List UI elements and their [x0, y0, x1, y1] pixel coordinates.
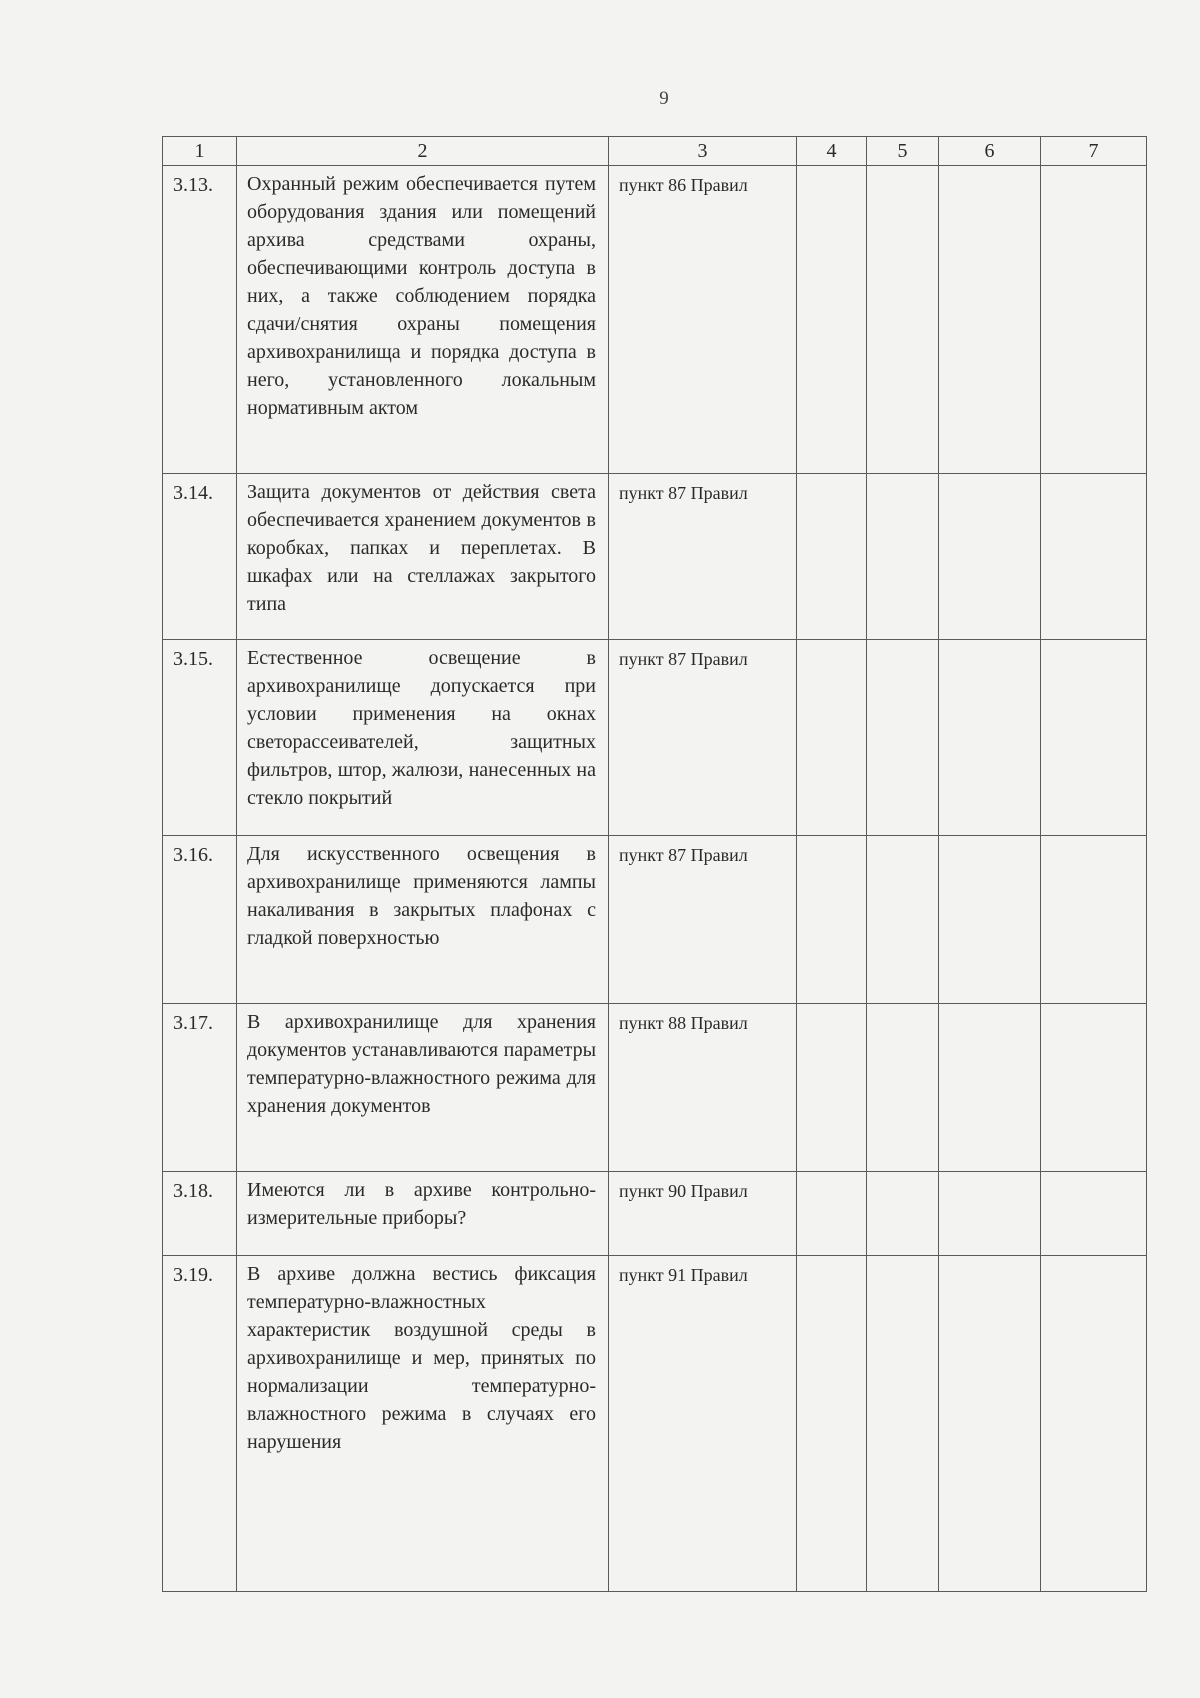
regulation-reference: пункт 87 Правил: [609, 640, 797, 836]
column-header-3: 3: [609, 137, 797, 166]
regulation-reference: пункт 88 Правил: [609, 1004, 797, 1172]
column-header-4: 4: [797, 137, 867, 166]
regulation-reference: пункт 87 Правил: [609, 474, 797, 640]
empty-cell: [797, 166, 867, 474]
column-header-5: 5: [867, 137, 939, 166]
table-row: [163, 1256, 1147, 1592]
table-row: [163, 1004, 1147, 1172]
empty-cell: [867, 1172, 939, 1256]
page-number: 9: [659, 88, 669, 109]
empty-cell: [1041, 640, 1147, 836]
empty-cell: [867, 474, 939, 640]
table-row: [163, 640, 1147, 836]
empty-cell: [867, 1004, 939, 1172]
empty-cell: [797, 1256, 867, 1592]
empty-cell: [867, 836, 939, 1004]
empty-cell: [939, 474, 1041, 640]
row-number: 3.18.: [163, 1172, 237, 1256]
column-header-6: 6: [939, 137, 1041, 166]
row-number: 3.16.: [163, 836, 237, 1004]
checklist-table: [162, 136, 1147, 1592]
empty-cell: [939, 836, 1041, 1004]
row-number: 3.15.: [163, 640, 237, 836]
column-header-1: 1: [163, 137, 237, 166]
empty-cell: [1041, 1256, 1147, 1592]
empty-cell: [797, 1004, 867, 1172]
regulation-reference: пункт 86 Правил: [609, 166, 797, 474]
empty-cell: [867, 640, 939, 836]
column-header-2: 2: [237, 137, 609, 166]
requirement-text: Имеются ли в архиве контрольно-измерительные приборы?: [237, 1172, 609, 1256]
requirement-text: Охранный режим обеспечивается путем оборудования здания или помещений архива средствами охраны, обеспечивающими контроль доступа в них, а также соблюдением порядка сдачи/снятия охраны помещения архивохранилища и порядка доступа в него, установленного локальным нормативным актом: [237, 166, 609, 474]
row-number: 3.17.: [163, 1004, 237, 1172]
table-row: [163, 474, 1147, 640]
regulation-reference: пункт 91 Правил: [609, 1256, 797, 1592]
empty-cell: [797, 474, 867, 640]
requirement-text: Для искусственного освещения в архивохранилище применяются лампы накаливания в закрытых плафонах с гладкой поверхностью: [237, 836, 609, 1004]
empty-cell: [797, 1172, 867, 1256]
requirement-text: В архивохранилище для хранения документов устанавливаются параметры температурно-влажностного режима для хранения документов: [237, 1004, 609, 1172]
empty-cell: [1041, 836, 1147, 1004]
empty-cell: [1041, 1172, 1147, 1256]
table-row: [163, 166, 1147, 474]
empty-cell: [939, 1172, 1041, 1256]
requirement-text: Естественное освещение в архивохранилище допускается при условии применения на окнах светорассеивателей, защитных фильтров, штор, жалюзи, нанесенных на стекло покрытий: [237, 640, 609, 836]
empty-cell: [939, 640, 1041, 836]
empty-cell: [1041, 474, 1147, 640]
empty-cell: [867, 166, 939, 474]
row-number: 3.19.: [163, 1256, 237, 1592]
table-header-row: [163, 137, 1147, 166]
empty-cell: [939, 166, 1041, 474]
empty-cell: [1041, 1004, 1147, 1172]
empty-cell: [797, 836, 867, 1004]
empty-cell: [939, 1004, 1041, 1172]
column-header-7: 7: [1041, 137, 1147, 166]
row-number: 3.14.: [163, 474, 237, 640]
table-row: [163, 1172, 1147, 1256]
row-number: 3.13.: [163, 166, 237, 474]
requirement-text: В архиве должна вестись фиксация температурно-влажностных характеристик воздушной среды в архивохранилище и мер, принятых по нормализации температурно-влажностного режима в случаях его нарушения: [237, 1256, 609, 1592]
regulation-reference: пункт 87 Правил: [609, 836, 797, 1004]
empty-cell: [939, 1256, 1041, 1592]
regulation-reference: пункт 90 Правил: [609, 1172, 797, 1256]
empty-cell: [797, 640, 867, 836]
table-row: [163, 836, 1147, 1004]
empty-cell: [867, 1256, 939, 1592]
requirement-text: Защита документов от действия света обеспечивается хранением документов в коробках, папках и переплетах. В шкафах или на стеллажах закрытого типа: [237, 474, 609, 640]
empty-cell: [1041, 166, 1147, 474]
